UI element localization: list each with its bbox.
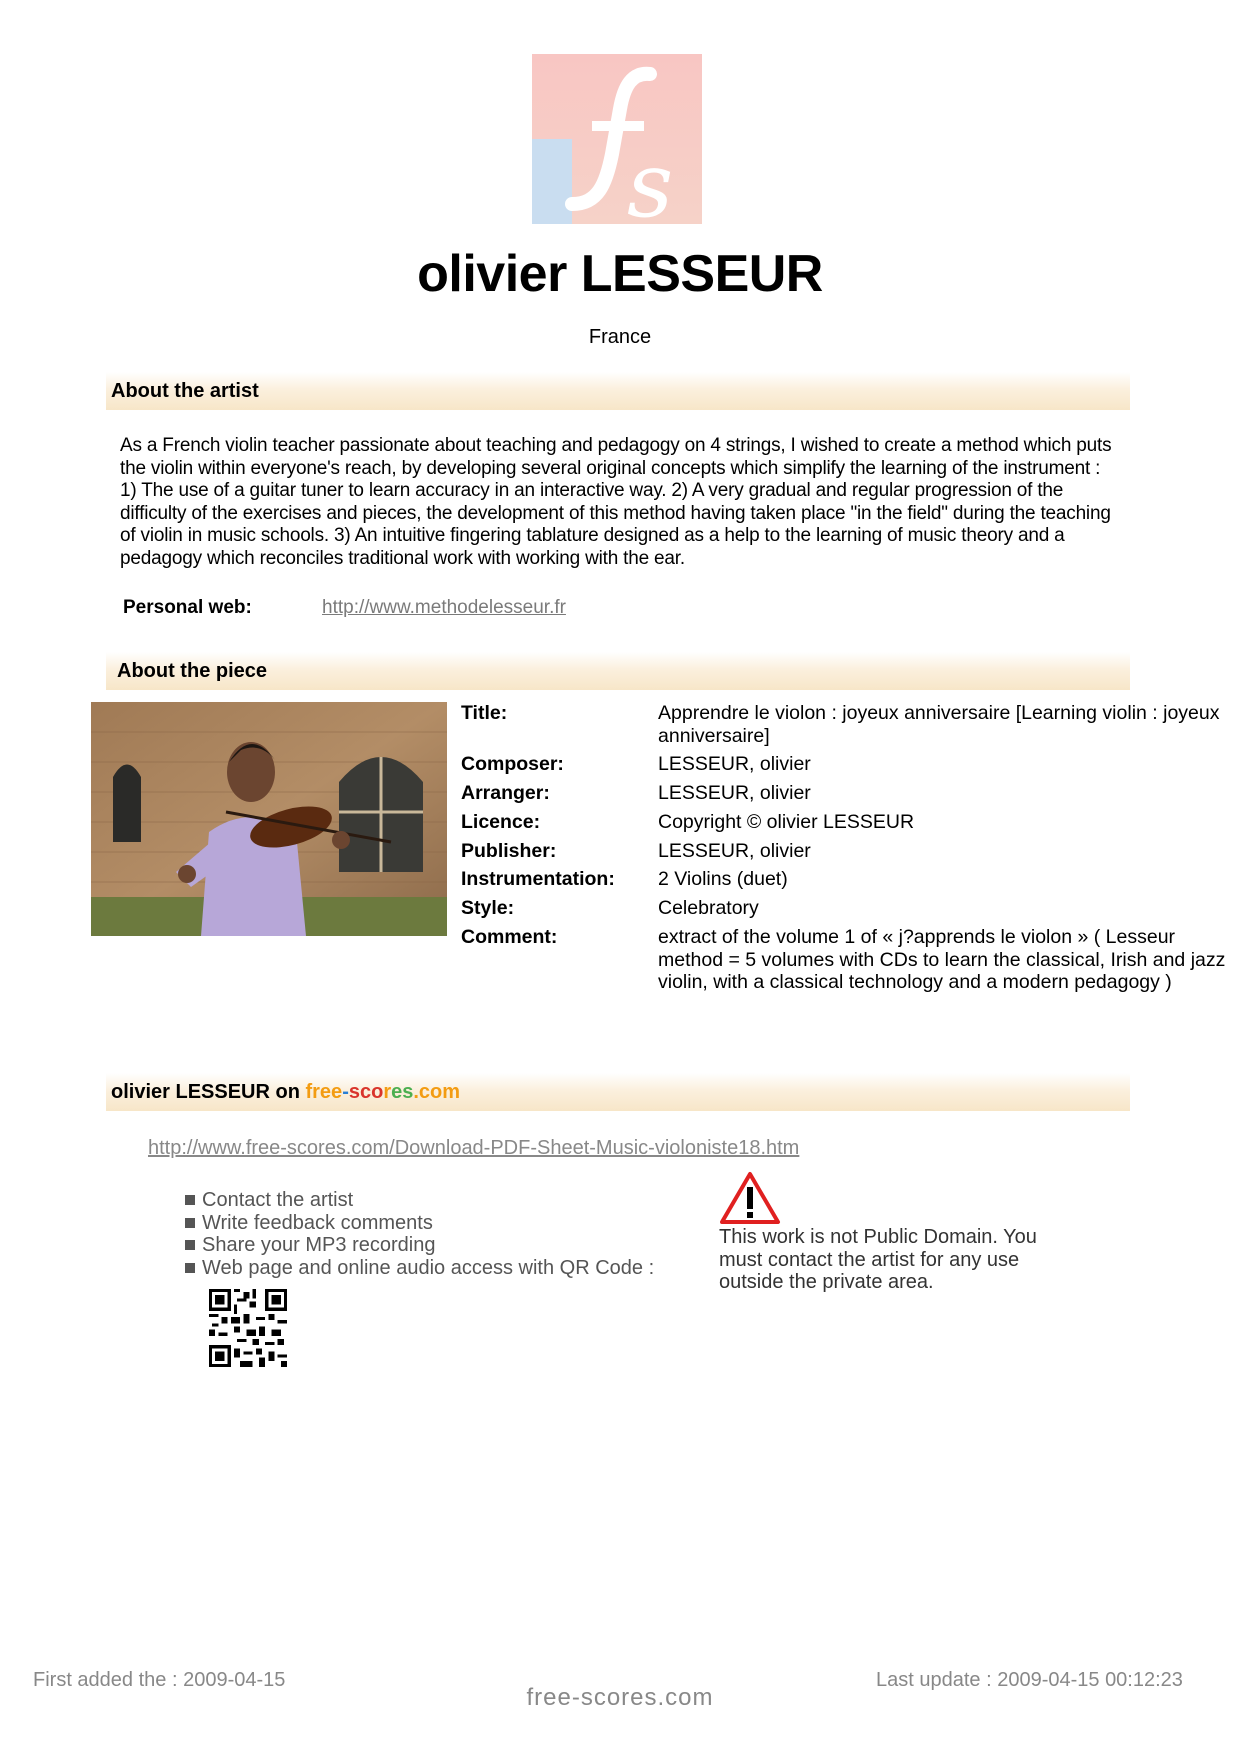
piece-info-row <box>461 840 1240 863</box>
contact-artist-item[interactable] <box>185 1189 654 1212</box>
piece-style-value: Celebratory <box>658 897 759 920</box>
brand-part: sco <box>348 1081 384 1103</box>
svg-text:s: s <box>627 133 674 224</box>
piece-composer-value: LESSEUR, olivier <box>658 753 811 776</box>
piece-licence-value: Copyright © olivier LESSEUR <box>658 810 915 833</box>
first-added-date: First added the : 2009-04-15 <box>33 1669 286 1691</box>
artist-photo <box>91 702 447 936</box>
square-bullet-icon <box>185 1240 195 1250</box>
piece-comment-value: extract of the volume 1 of « j?apprends le violon » ( Lesseur method = 5 volumes with CDs to learn the classical, Irish and jazz violin, with a classical technology and a modern pedagogy ) <box>658 926 1226 994</box>
brand-part: free <box>305 1081 343 1103</box>
on-site-heading-prefix: olivier LESSEUR on <box>111 1081 306 1103</box>
piece-publisher-value: LESSEUR, olivier <box>658 839 811 862</box>
piece-info-label: Instrumentation: <box>461 868 615 891</box>
piece-info-row <box>461 811 1240 834</box>
personal-web-link[interactable]: http://www.methodelesseur.fr <box>322 597 566 618</box>
licence-warning-text: This work is not Public Domain. You must contact the artist for any use outside the private area. <box>719 1226 1037 1293</box>
qr-access-item[interactable] <box>185 1257 654 1280</box>
square-bullet-icon <box>185 1218 195 1228</box>
on-site-heading <box>106 1073 1130 1111</box>
brand-part: - <box>342 1081 349 1103</box>
personal-web-label: Personal web: <box>123 597 252 618</box>
action-label: Share your MP3 recording <box>202 1234 436 1256</box>
artist-country: France <box>588 326 652 348</box>
artist-bio: As a French violin teacher passionate about teaching and pedagogy on 4 strings, I wished to create a method which puts the violin within everyone's reach, by developing several original concepts which simplify the learning of the instrument : 1) The use of a guitar tuner to learn accuracy in an interactive way. 2) A very gradual and regular progression of the difficulty of the exercises and pieces, the development of this method having taken place "in the field" during the teaching of violin in music schools. 3) An intuitive fingering tablature designed as a help to the learning of music theory and a pedagogy which reconciles traditional work with working with the ear. <box>120 435 1112 569</box>
brand-part: es <box>391 1081 414 1103</box>
free-scores-logo <box>532 54 702 224</box>
about-piece-heading: About the piece <box>106 652 1130 690</box>
piece-info-table <box>461 702 1240 1000</box>
piece-arranger-value: LESSEUR, olivier <box>658 782 811 805</box>
action-label: Contact the artist <box>202 1189 354 1211</box>
piece-info-row <box>461 868 1240 891</box>
piece-title-value: Apprendre le violon : joyeux anniversaire [Learning violin : joyeux anniversaire] <box>658 702 1220 747</box>
brand-part: r <box>383 1081 392 1103</box>
piece-info-label: Licence: <box>461 810 541 833</box>
action-label: Write feedback comments <box>202 1211 433 1234</box>
write-feedback-item[interactable] <box>185 1212 654 1235</box>
artist-page-link[interactable]: http://www.free-scores.com/Download-PDF-Sheet-Music-violoniste18.htm <box>148 1137 800 1159</box>
footer-logo-text: free-scores.com <box>526 1684 714 1711</box>
piece-instrumentation-value: 2 Violins (duet) <box>658 868 788 891</box>
piece-info-row <box>461 753 1240 776</box>
action-list <box>185 1189 654 1279</box>
about-artist-heading: About the artist <box>106 372 1130 410</box>
action-label: Web page and online audio access with QR Code : <box>202 1256 655 1279</box>
square-bullet-icon <box>185 1195 195 1205</box>
piece-info-label: Comment: <box>461 926 558 949</box>
piece-info-row <box>461 782 1240 805</box>
square-bullet-icon <box>185 1263 195 1273</box>
share-mp3-item[interactable] <box>185 1234 654 1257</box>
piece-info-label: Publisher: <box>461 839 557 862</box>
piece-info-row <box>461 897 1240 920</box>
piece-info-row <box>461 926 1240 994</box>
piece-info-label: Arranger: <box>461 782 550 805</box>
piece-info-label: Composer: <box>461 753 564 776</box>
piece-info-label: Style: <box>461 897 515 920</box>
qr-code-icon[interactable] <box>209 1289 287 1367</box>
brand-part: .com <box>413 1081 461 1103</box>
warning-icon <box>719 1171 781 1225</box>
piece-info-label: Title: <box>461 702 508 724</box>
last-update-date: Last update : 2009-04-15 00:12:23 <box>876 1669 1183 1691</box>
artist-name: olivier LESSEUR <box>417 245 823 303</box>
piece-info-row <box>461 702 1240 747</box>
